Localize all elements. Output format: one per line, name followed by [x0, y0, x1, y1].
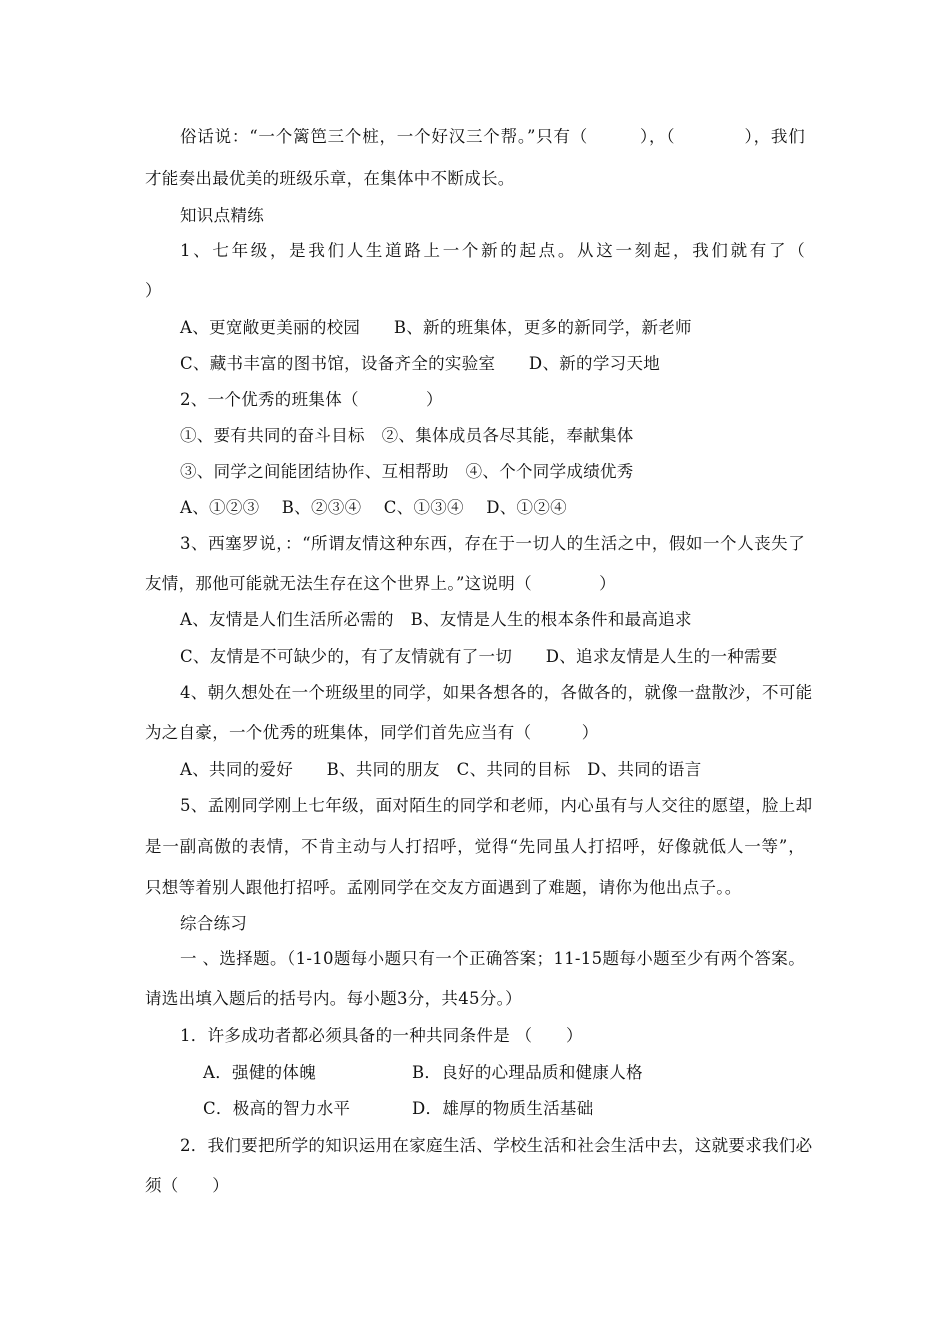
question-4-options: A、共同的爱好 B、共同的朋友 C、共同的目标 D、共同的语言: [180, 760, 702, 779]
question-1-options-cd: C、藏书丰富的图书馆，设备齐全的实验室 D、新的学习天地: [180, 354, 661, 373]
question-5-line-1: 5、孟刚同学刚上七年级，面对陌生的同学和老师，内心虽有与人交往的愿望，脸上却: [180, 796, 813, 815]
mc-question-1-option-d: D．雄厚的物质生活基础: [412, 1099, 594, 1118]
mc-question-2-stem-cont: 须（ ）: [145, 1176, 229, 1195]
question-5-line-2: 是一副高傲的表情，不肯主动与人打招呼，觉得“先同虽人打招呼，好像就低人一等”，: [145, 837, 805, 856]
question-4-stem: 4、朝久想处在一个班级里的同学，如果各想各的，各做各的，就像一盘散沙，不可能: [180, 683, 813, 702]
paragraph-proverb-line-1: 俗话说：“一个篱笆三个桩，一个好汉三个帮。”只有（ ），（ ），我们: [180, 127, 805, 146]
question-1-stem: 1、七年级，是我们人生道路上一个新的起点。从这一刻起，我们就有了（: [180, 241, 805, 260]
question-4-stem-cont: 为之自豪，一个优秀的班集体，同学们首先应当有（ ）: [145, 723, 599, 742]
question-2-options: A、①②③ B、②③④ C、①③④ D、①②④: [180, 498, 567, 517]
question-3-stem-cont: 友情，那他可能就无法生存在这个世界上。”这说明（ ）: [145, 574, 616, 593]
question-3-options-ab: A、友情是人们生活所必需的 B、友情是人生的根本条件和最高追求: [180, 610, 692, 629]
part-1-instructions: 一 、选择题。（1-10题每小题只有一个正确答案；11-15题每小题至少有两个答案。: [180, 949, 805, 968]
question-3-stem: 3、西塞罗说，：“所谓友情这种东西，存在于一切人的生活之中，假如一个人丧失了: [180, 534, 805, 553]
question-1-options-ab: A、更宽敞更美丽的校园 B、新的班集体，更多的新同学，新老师: [180, 318, 692, 337]
question-2-items-34: ③、同学之间能团结协作、互相帮助 ④、个个同学成绩优秀: [180, 462, 634, 481]
mc-question-1-option-c: C．极高的智力水平: [203, 1099, 351, 1118]
mc-question-1-option-b: B．良好的心理品质和健康人格: [412, 1063, 643, 1082]
question-2-items-12: ①、要有共同的奋斗目标 ②、集体成员各尽其能，奉献集体: [180, 426, 634, 445]
question-1-stem-cont: ）: [145, 281, 162, 300]
section-heading-comprehensive-practice: 综合练习: [180, 914, 248, 933]
part-1-instructions-cont: 请选出填入题后的括号内。每小题3分，共45分。）: [145, 989, 522, 1008]
section-heading-knowledge-practice: 知识点精练: [180, 206, 264, 225]
paragraph-proverb-line-2: 才能奏出最优美的班级乐章，在集体中不断成长。: [145, 169, 515, 188]
question-3-options-cd: C、友情是不可缺少的，有了友情就有了一切 D、追求友情是人生的一种需要: [180, 647, 778, 666]
mc-question-1-option-a: A．强健的体魄: [203, 1063, 317, 1082]
question-2-stem: 2、一个优秀的班集体（ ）: [180, 390, 443, 409]
mc-question-1-stem: 1．许多成功者都必须具备的一种共同条件是 （ ）: [180, 1026, 583, 1045]
question-5-line-3: 只想等着别人跟他打招呼。孟刚同学在交友方面遇到了难题，请你为他出点子。。: [145, 878, 742, 897]
mc-question-2-stem: 2．我们要把所学的知识运用在家庭生活、学校生活和社会生活中去，这就要求我们必: [180, 1136, 813, 1155]
